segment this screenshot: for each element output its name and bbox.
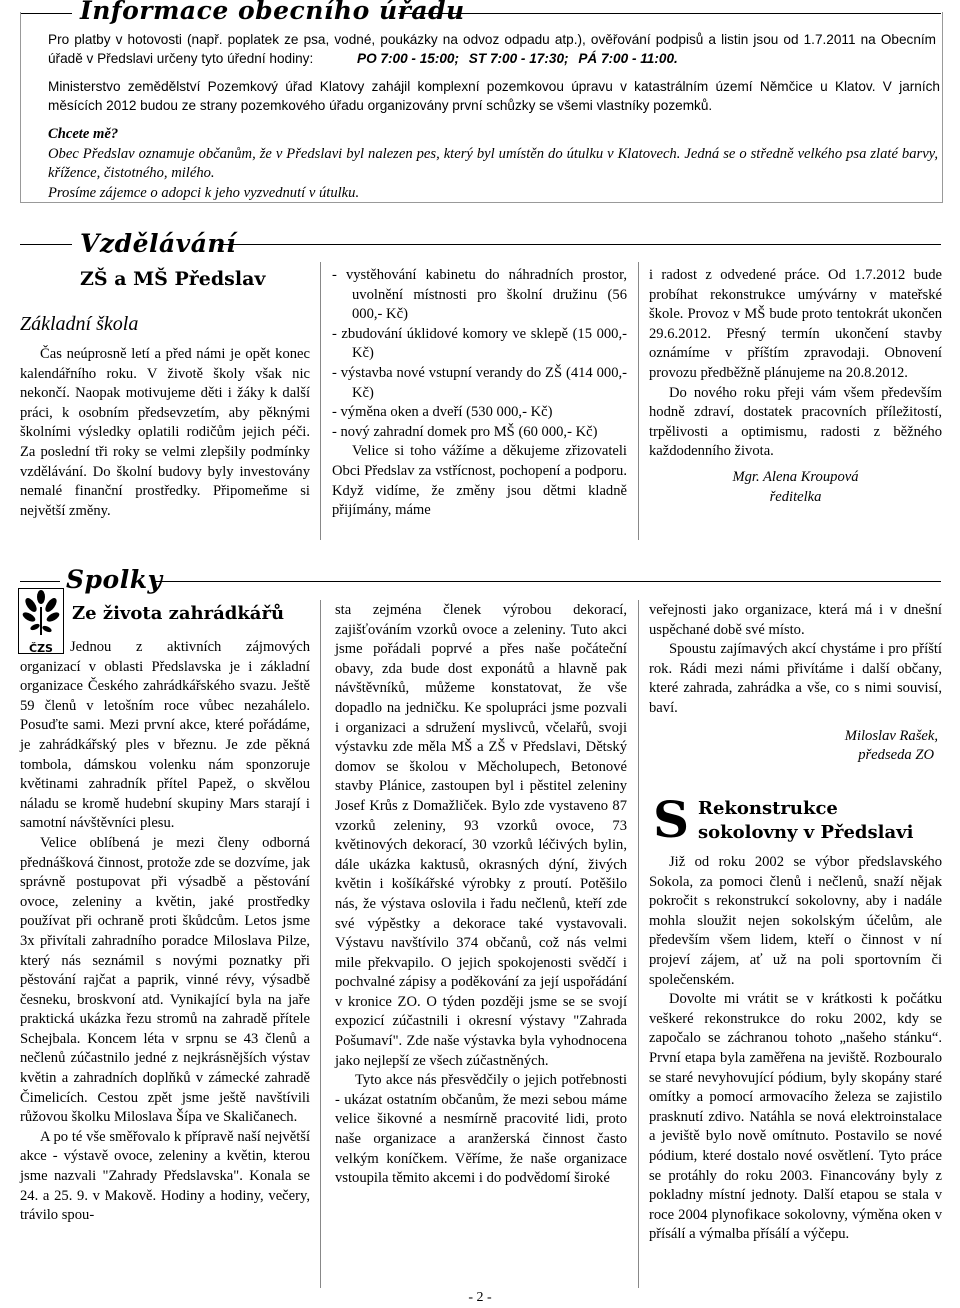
land-office-text: Ministerstvo zemědělství Pozemkový úřad Klatovy zahájil komplexní pozemkovou úpravu v katastrálním území Němčice u Klatov. V jarních měsících 2012 budou ze strany pozemkového úřadu organizovány první schůzky se všemi vlastníky pozemků.	[48, 79, 940, 113]
list-item: - nový zahradní domek pro MŠ (60 000,- Kč)	[332, 423, 598, 440]
school-wishes: Do nového roku přeji vám všem především hodně zdraví, dostatek pracovních příležitostí, trpělivosti a optimismu, radosti z běžného každodenního života.	[649, 384, 942, 460]
office-hours-notice	[48, 30, 936, 68]
gardeners-title: Ze života zahrádkářů	[72, 603, 285, 624]
dog-notice-text: Obec Předslav oznamuje občanům, že v Předslavi byl nalezen pes, který byl umístěn do útulku v Klatovech. Jedná se o středně velkého psa zlaté barvy, křížence, čistotného, milého.	[48, 145, 938, 182]
sokol-p1: Již od roku 2002 se výbor předslavského Sokola, za pomoci členů i nečlenů, snaží nějak pokročit s rekonstrukcí sokolovny, aby i nadále mohla sloužit nejen sokolským účelům, ale především všem lidem, kteří o činnost v ní projeví zájem, ať už na poli sportovním či společenském.	[649, 854, 942, 988]
section-rule-left	[20, 581, 60, 582]
section-rule-right	[152, 581, 941, 582]
sokol-title: Rekonstrukce sokolovny v Předslavi	[698, 798, 914, 843]
office-hours-text: Pro platby v hotovosti (např. poplatek ze psa, vodné, poukázky na odvoz odpadu atp.), ověřování podpisů a listin jsou od 1.7.2011 na Obecním úřadě v Předslavi určeny tyto úřední hodiny:	[48, 32, 936, 66]
column-divider	[638, 262, 639, 540]
gardeners-p6: veřejnosti jako organizace, která má i v dnešní uspěchané době své místo.	[649, 602, 942, 638]
section-rule-right	[218, 244, 941, 245]
gardeners-p4: sta zejména členek výrobou dekorací, zajišťováním vzorků ovoce a zeleniny. Tuto akci jsme pořádali poprvé a přes naše počáteční obavy, zda bude dost exponátů a hlavně pak návštěvníků, můžeme konstatovat, že vše dopadlo na jedničku. Ke spolupráci jsme pozvali i organizaci a sdružení myslivců, včelařů, svoji výstavku zde měla MŠ a ZŠ v Předslavi, Dětský domov se školou v Měcholupech, Betonové stavby Plánice, zastoupen byl i pěstitel zeleniny Josef Krůs z Domažliček. Bylo zde vystaveno 87 vzorků zeleniny, 93 vzorků ovoce, 73 květinových dekorací, 30 vzorků léčivých bylin, dále ukázka kaktusů, okrasných dýní, živých květin i košíkářské výrobky z proutí. Potěšilo nás, že výstava oslovila i řadu nečlenů, kteří zde své výpěstky a dekorace také vystavovali. Výstavu navštívilo 374 občanů, což nás velmi mile překvapilo. O jejich spokojenosti svědčí i pochvalné zápisy a poděkování za její uspořádání v kronice ZO. O týden později jsme se se svojí expozicí zúčastnili i okresní výstavy "Zahrada Pošumaví". Zde naše výstavka byla vyhodnocena jako nejlepší ze všech zúčastněných.	[335, 602, 627, 1069]
gardeners-p7: Spoustu zajímavých akcí chystáme i pro příští rok. Rádi mezi námi přivítáme i další občany, které zahrada, zahrádka a vše, co s nimi souvisí, baví.	[649, 641, 942, 716]
sokol-logo: S	[652, 790, 690, 849]
hours-friday: PÁ 7:00 - 11:00.	[578, 51, 678, 66]
hours-wednesday: ST 7:00 - 17:30;	[468, 51, 569, 66]
dog-notice-heading: Chcete mě?	[48, 126, 119, 142]
school-renovation: i radost z odvedené práce. Od 1.7.2012 bude probíhat rekonstrukce umývárny v mateřské škole. Provoz v MŠ bude proto tentokrát ukončen 29.6.2012. Přesný termín ukončení stavby oznámíme v příštím zpravodaji. Obnovení provozu předběžně plánujeme na 20.8.2012.	[649, 267, 942, 381]
list-item: - výstavba nové vstupní verandy do ZŠ (414 000,- Kč)	[332, 364, 627, 401]
section-title-spolky: Spolky	[66, 565, 163, 594]
gardeners-p3: A po té vše směřovalo k přípravě naší největší akce - výstavě ovoce, zeleniny a květin, kterou jsme nazvali "Zahrady Předslavska". Konala se 24. a 25. 9. v Makově. Hodiny a hodiny, večery, trávilo spou-	[20, 1128, 310, 1224]
gardeners-signature-role: předseda ZO	[858, 747, 934, 764]
sokol-col	[649, 853, 942, 1245]
gardeners-col3	[649, 601, 942, 766]
flower-icon	[19, 589, 63, 637]
school-title: ZŠ a MŠ Předslav	[80, 268, 266, 290]
section-title-vzdelavani: Vzdělávání	[80, 229, 237, 258]
section-rule-left	[20, 244, 72, 245]
dog-notice	[48, 125, 938, 203]
list-item: - výměna oken a dveří (530 000,- Kč)	[332, 404, 553, 421]
school-col3	[649, 266, 942, 507]
signature-name: Mgr. Alena Kroupová	[732, 468, 859, 485]
gardeners-p1: Jednou z aktivních zájmových organizací v oblasti Předslavska je i základní organizace Českého zahrádkářského svazu. Ještě 59 členů v letošním roce vůbec nezahálelo. Posuďte sami. Mezi první akce, které pořádáme, je zahrádkářský ples v březnu. Je zde pěkná tombola, dámskou volenku nám sponzoruje květinami zahradník přítel Papež, o skvělou náladu se kromě hudební skupiny Mars starají i samotní návštěvníci plesu.	[20, 639, 310, 832]
school-thanks: Velice si toho vážíme a děkujeme zřizovateli Obci Předslav za vstřícnost, pochopení a podporu. Když vidíme, že změny jsou dětmi kladně přijímány, máme	[332, 443, 627, 519]
column-divider	[320, 600, 321, 1288]
school-subtitle: Základní škola	[20, 313, 139, 335]
land-office-notice	[48, 77, 940, 115]
page-number: - 2 -	[468, 1290, 492, 1305]
school-col1	[20, 345, 310, 521]
school-col2	[332, 266, 627, 521]
school-intro: Čas neúprosně letí a před námi je opět konec kalendářního roku. V životě školy však nic nekončí. Naopak motivujeme děti i žáky k další práci, k osobním předsevzetím, aby pěknými školními výsledky oplatili rodičům jejich péči. Za poslední tři roky se velmi zlepšily podmínky vzdělávání. Do školní budovy byly investovány nemalé finanční prostředky. Připomeňme si největší změny.	[20, 346, 310, 519]
gardeners-p2: Velice oblíbená je mezi členy odborná přednášková činnost, protože zde se dozvíme, jak správně postupovat při výsadbě a pěstování ovoce, zeleniny a květin, jaké prostředky používat při ochraně proti škůdcům. Letos jsme 3x přivítali zahradního poradce Miloslava Pilze, který nás seznámil s novými poznatky při pěstování rajčat a paprik, vinné révy, výsadbě česneku, broskvoní atd. Vynikající byla na jaře praktická ukázka řezu stromů na zahradě přítele Schejbala. Koncem léta v srpnu se 43 členů a nečlenů zúčastnilo jedné z nejkrásnějších výstav květin a zahradních doplňků v zámecké zahradě Čimelicích. Cestou zpět jsme ještě navštívili růžovou školku Miloslava Šípa ve Skaličanech.	[20, 834, 310, 1126]
gardeners-col1	[20, 638, 310, 1226]
column-divider	[320, 262, 321, 540]
hours-monday: PO 7:00 - 15:00;	[357, 51, 460, 66]
column-divider	[638, 600, 639, 1288]
dog-notice-adoption: Prosíme zájemce o adopci k jeho vyzvednutí v útulku.	[48, 184, 360, 201]
section-title-informace: Informace obecního úřadu	[80, 0, 465, 25]
czs-logo-text: ČZS	[29, 642, 53, 655]
list-item: - zbudování úklidové komory ve sklepě (15 000,- Kč)	[332, 325, 627, 362]
signature-role: ředitelka	[769, 488, 822, 505]
gardeners-col2	[335, 601, 627, 1189]
improvements-list	[332, 266, 627, 442]
gardeners-p5: Tyto akce nás přesvědčily o jejich potřebnosti - ukázat ostatním občanům, že mezi sebou máme velice šikovné a nesmírně pracovité lidi, proto naše organizace a aranžerská činnost často velkým koníčkem. Věříme, že naše organizace vstoupila těmito akcemi i do podvědomí široké	[335, 1072, 627, 1187]
gardeners-signature-name: Miloslav Rašek,	[844, 727, 938, 744]
sokol-p2: Dovolte mi vrátit se v krátkosti k počátku veškeré rekonstrukce do roku 2002, kdy se započalo se záchranou tohoto „našeho stánku“. První etapa byla zaměřena na jeviště. Rozbouralo se staré nevyhovující pódium, byly skopány staré omítky a pomocí armovacího železa se zajistilo prasknutí zdivo. Natáhla se nová elektroinstalace a jeviště bylo nově omítnuto. Postavilo se nové pódium, které dostalo nové osvětlení. Tyto práce se protáhly do roku 2003. Financovány byly z pokladny místní jednoty. Další etapou se stala v roce 2004 plynofikace sokolovny, výměna oken v přísálí a výmalba přísálí a výčepu.	[649, 991, 942, 1243]
list-item: - vystěhování kabinetu do náhradních prostor, uvolnění místnosti pro školní družinu (56 000,- Kč)	[332, 267, 627, 323]
